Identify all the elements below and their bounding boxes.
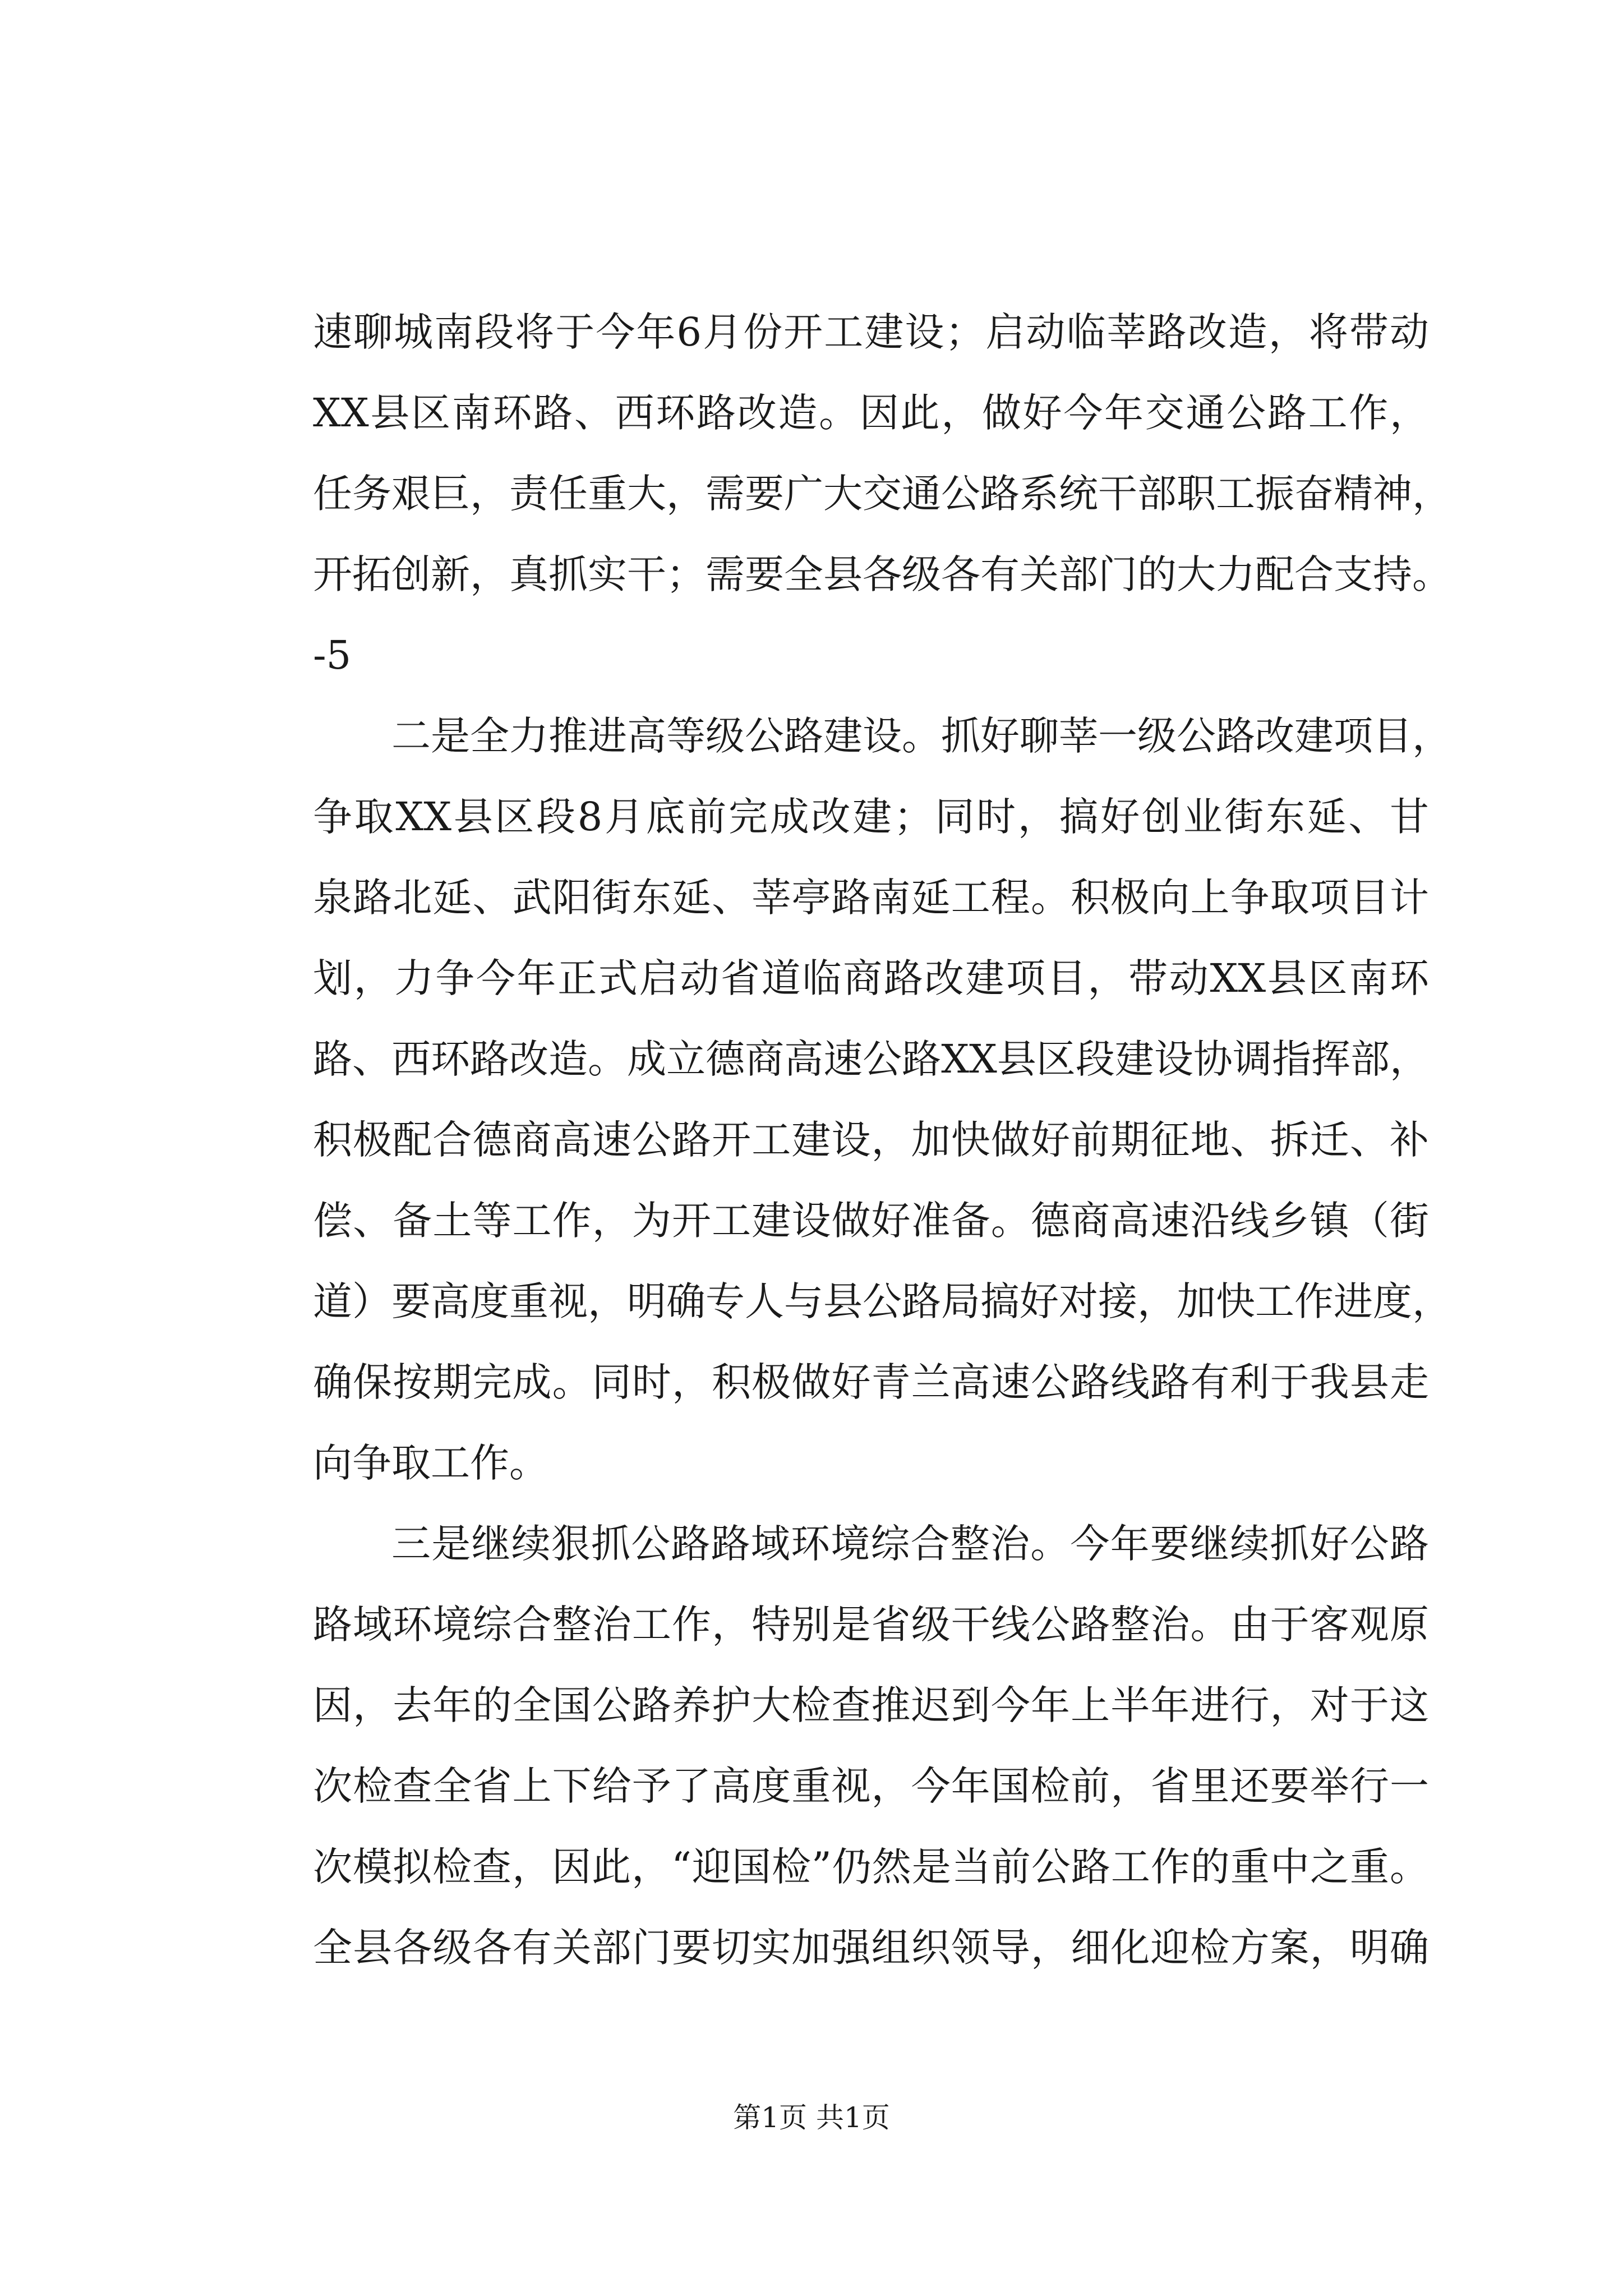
- paragraph-1-line-3: 任务艰巨，责任重大，需要广大交通公路系统干部职工振奋精神，: [313, 471, 1451, 517]
- paragraph-3-line-2: 路域环境综合整治工作，特别是省级干线公路整治。由于客观原: [313, 1602, 1429, 1648]
- paragraph-2-line-10: 向争取工作。: [313, 1440, 548, 1486]
- paragraph-1-line-2: XX县区南环路、西环路改造。因此，做好今年交通公路工作，: [313, 390, 1429, 436]
- paragraph-2-line-5: 路、西环路改造。成立德商高速公路XX县区段建设协调指挥部，: [313, 1036, 1429, 1082]
- paragraph-2-line-6: 积极配合德商高速公路开工建设，加快做好前期征地、拆迁、补: [313, 1117, 1429, 1163]
- paragraph-3-line-1: 三是继续狠抓公路路域环境综合整治。今年要继续抓好公路: [391, 1521, 1429, 1567]
- paragraph-1-line-1: 速聊城南段将于今年6月份开工建设；启动临莘路改造，将带动: [313, 309, 1429, 355]
- paragraph-1-line-4: 开拓创新，真抓实干；需要全县各级各有关部门的大力配合支持。: [313, 551, 1451, 597]
- paragraph-2-line-3: 泉路北延、武阳街东延、莘亭路南延工程。积极向上争取项目计: [313, 875, 1429, 921]
- paragraph-3-line-4: 次检查全省上下给予了高度重视，今年国检前，省里还要举行一: [313, 1763, 1429, 1809]
- paragraph-2-line-9: 确保按期完成。同时，积极做好青兰高速公路线路有利于我县走: [313, 1359, 1429, 1405]
- paragraph-2-line-7: 偿、备土等工作，为开工建设做好准备。德商高速沿线乡镇（街: [313, 1198, 1429, 1244]
- page-footer: 第1页 共1页: [733, 2101, 890, 2134]
- paragraph-3-line-6: 全县各级各有关部门要切实加强组织领导，细化迎检方案，明确: [313, 1925, 1429, 1971]
- paragraph-2-line-8: 道）要高度重视，明确专人与县公路局搞好对接，加快工作进度，: [313, 1278, 1451, 1324]
- paragraph-3-line-5: 次模拟检查，因此，“迎国检”仍然是当前公路工作的重中之重。: [313, 1844, 1429, 1890]
- paragraph-2-line-1: 二是全力推进高等级公路建设。抓好聊莘一级公路改建项目，: [391, 713, 1451, 759]
- paragraph-3-line-3: 因，去年的全国公路养护大检查推迟到今年上半年进行，对于这: [313, 1682, 1429, 1728]
- section-marker: -5: [313, 632, 352, 678]
- paragraph-2-line-4: 划，力争今年正式启动省道临商路改建项目，带动XX县区南环: [313, 955, 1429, 1001]
- paragraph-2-line-2: 争取XX县区段8月底前完成改建；同时，搞好创业街东延、甘: [313, 794, 1429, 840]
